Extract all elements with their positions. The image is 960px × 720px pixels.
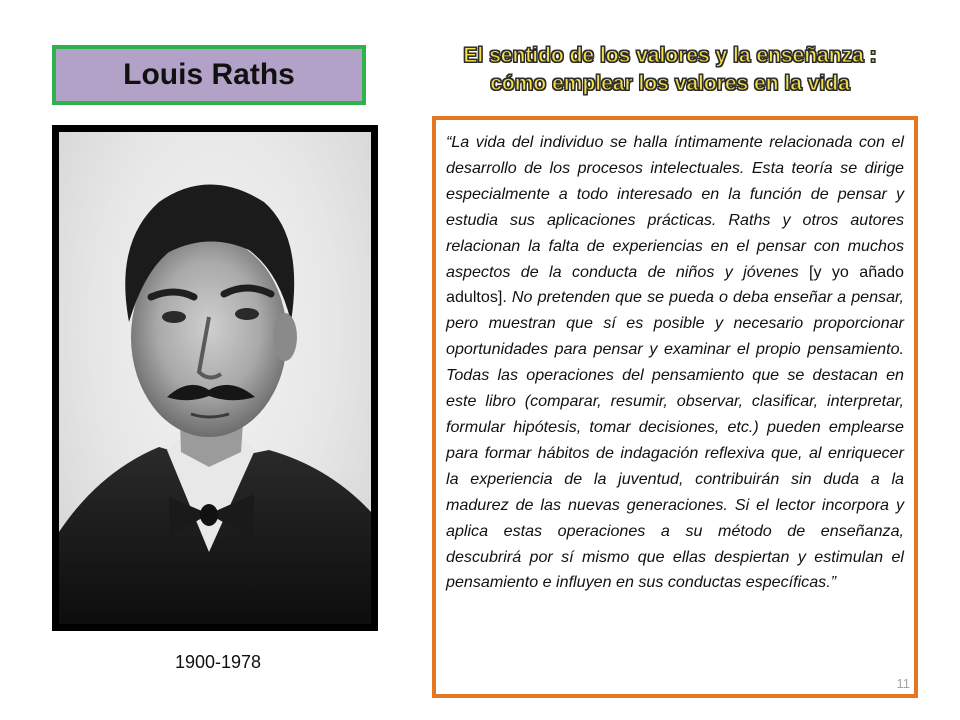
page-number: 11 bbox=[896, 676, 910, 691]
quote-part-1: “La vida del individuo se halla íntimamente relacionada con el desarrollo de los procesos intelectuales. Esta teoría se dirige especialmente a todo interesado en la función de pensar y estudia sus aplicaciones prácticas. Raths y otros autores relacionan la falta de experiencias en el pensar con muchos aspectos de la conducta de niños y jóvenes bbox=[446, 133, 904, 281]
heading-line-1: El sentido de los valores y la enseñanza : bbox=[463, 44, 877, 67]
slide-heading bbox=[420, 42, 920, 98]
life-dates: 1900-1978 bbox=[174, 652, 262, 672]
name-title-box bbox=[52, 45, 366, 105]
heading-line-2: cómo emplear los valores en la vida bbox=[490, 72, 850, 95]
portrait-frame bbox=[52, 125, 378, 631]
quote-aside: [y yo añado adultos]. bbox=[446, 262, 905, 307]
portrait-photo bbox=[59, 132, 371, 624]
portrait-illustration bbox=[59, 132, 371, 624]
person-name: Louis Raths bbox=[123, 58, 295, 91]
quote-box bbox=[432, 116, 918, 698]
quote-text bbox=[446, 130, 904, 596]
quote-part-2: No pretenden que se pueda o deba enseñar a pensar, pero muestran que sí es posible y necesario proporcionar oportunidades para pensar y examinar el propio pensamiento. Todas las operaciones del pensamiento que se destacan en este libro (comparar, resumir, observar, clasificar, interpretar, formular hipótesis, tomar decisiones, etc.) pueden emplearse para formar hábitos de indagación reflexiva que, al enriquecer la experiencia de la juventud, contribuirán sin duda a la madurez de las nuevas generaciones. Si el lector incorpora y aplica estas operaciones a su método de enseñanza, descubrirá por sí mismo que ellas despiertan y estimulan el pensamiento e influyen en sus conductas específicas.” bbox=[446, 288, 904, 592]
